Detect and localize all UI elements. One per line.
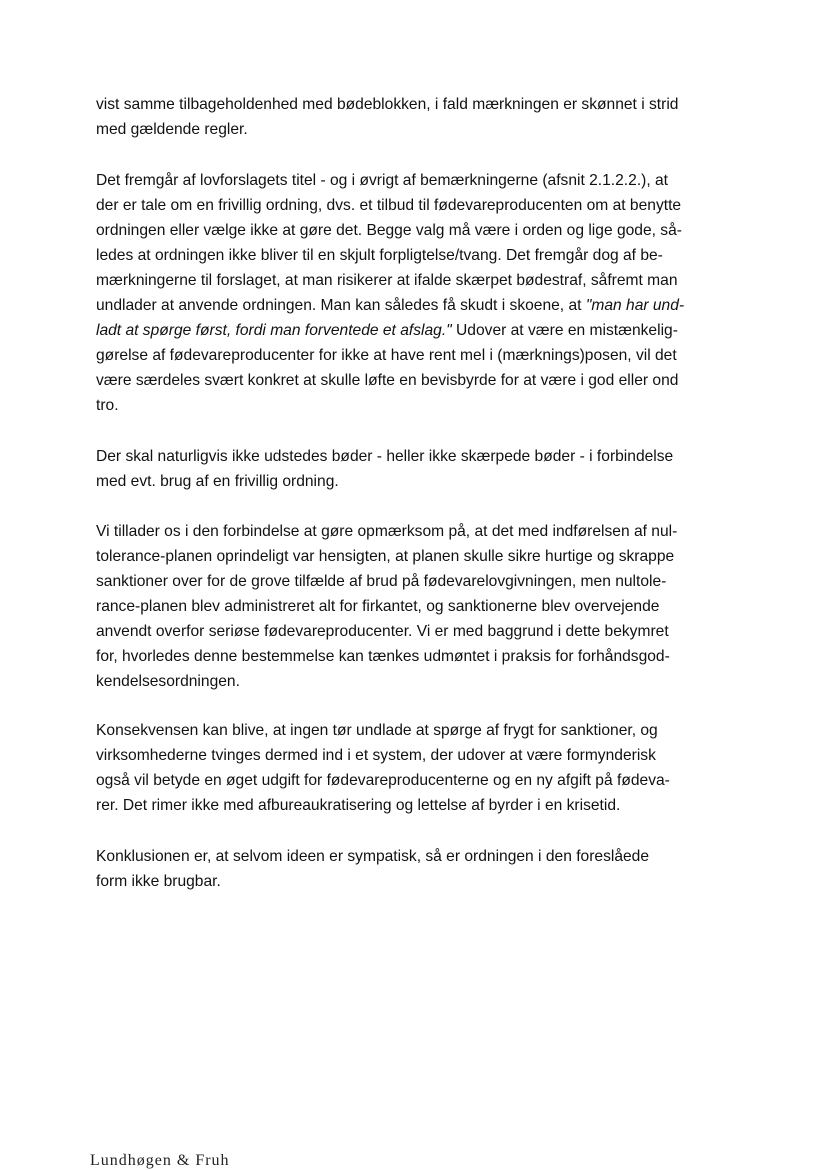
text-line: rance-planen blev administreret alt for firkantet, og sanktionerne blev overvejende bbox=[96, 598, 660, 615]
text-line: gørelse af fødevareproducenter for ikke at have rent mel i (mærknings)posen, vil det bbox=[96, 347, 677, 364]
text-line: også vil betyde en øget udgift for fødevareproducenterne og en ny afgift på fødeva- bbox=[96, 772, 670, 789]
text-segment: undlader at anvende ordningen. Man kan således få skudt i skoene, at bbox=[96, 297, 586, 314]
text-line: for, hvorledes denne bestemmelse kan tænkes udmøntet i praksis for forhåndsgod- bbox=[96, 648, 670, 665]
text-segment: Udover at være en mistænkelig- bbox=[451, 322, 678, 339]
text-line: Der skal naturligvis ikke udstedes bøder - heller ikke skærpede bøder - i forbindelse bbox=[96, 448, 674, 465]
text-line: Konklusionen er, at selvom ideen er sympatisk, så er ordningen i den foreslåede bbox=[96, 848, 650, 865]
text-line: Vi tillader os i den forbindelse at gøre opmærksom på, at det med indførelsen af nul- bbox=[96, 523, 678, 540]
text-line: der er tale om en frivillig ordning, dvs. et tilbud til fødevareproducenten om at benytte bbox=[96, 197, 682, 214]
text-line: med evt. brug af en frivillig ordning. bbox=[96, 473, 339, 490]
text-line: kendelsesordningen. bbox=[96, 673, 240, 690]
paragraph-4 bbox=[96, 519, 736, 694]
text-line: Konsekvensen kan blive, at ingen tør undlade at spørge af frygt for sanktioner, og bbox=[96, 722, 658, 739]
paragraph-1 bbox=[96, 92, 736, 142]
paragraph-6 bbox=[96, 844, 736, 894]
text-line-with-quote bbox=[96, 293, 736, 318]
footer-fragment: Lundhøgen & Fruh bbox=[90, 1152, 230, 1169]
text-line: vist samme tilbageholdenhed med bødeblokken, i fald mærkningen er skønnet i strid bbox=[96, 96, 679, 113]
text-line: med gældende regler. bbox=[96, 121, 248, 138]
paragraph-3 bbox=[96, 444, 736, 494]
text-line: være særdeles svært konkret at skulle løfte en bevisbyrde for at være i god eller ond bbox=[96, 372, 679, 389]
text-line: virksomhederne tvinges dermed ind i et system, der udover at være formynderisk bbox=[96, 747, 656, 764]
text-line: tro. bbox=[96, 397, 119, 414]
text-line: ledes at ordningen ikke bliver til en skjult forpligtelse/tvang. Det fremgår dog af be- bbox=[96, 247, 663, 264]
italic-quote: "man har und- bbox=[585, 297, 685, 314]
paragraph-5 bbox=[96, 718, 736, 818]
paragraph-2 bbox=[96, 168, 736, 418]
text-line: rer. Det rimer ikke med afbureaukratisering og lettelse af byrder i en krisetid. bbox=[96, 797, 621, 814]
text-line: mærkningerne til forslaget, at man risikerer at ifalde skærpet bødestraf, såfremt man bbox=[96, 272, 678, 289]
text-line: anvendt overfor seriøse fødevareproducenter. Vi er med baggrund i dette bekymret bbox=[96, 623, 669, 640]
italic-quote: ladt at spørge først, fordi man forventede et afslag." bbox=[96, 322, 452, 339]
text-line: tolerance-planen oprindeligt var hensigten, at planen skulle sikre hurtige og skrappe bbox=[96, 548, 675, 565]
text-line: sanktioner over for de grove tilfælde af brud på fødevarelovgivningen, men nultole- bbox=[96, 573, 667, 590]
text-line-with-quote bbox=[96, 318, 736, 343]
text-line: ordningen eller vælge ikke at gøre det. Begge valg må være i orden og lige gode, så- bbox=[96, 222, 682, 239]
text-line: form ikke brugbar. bbox=[96, 873, 221, 890]
text-line: Det fremgår af lovforslagets titel - og i øvrigt af bemærkningerne (afsnit 2.1.2.2.), at bbox=[96, 172, 669, 189]
